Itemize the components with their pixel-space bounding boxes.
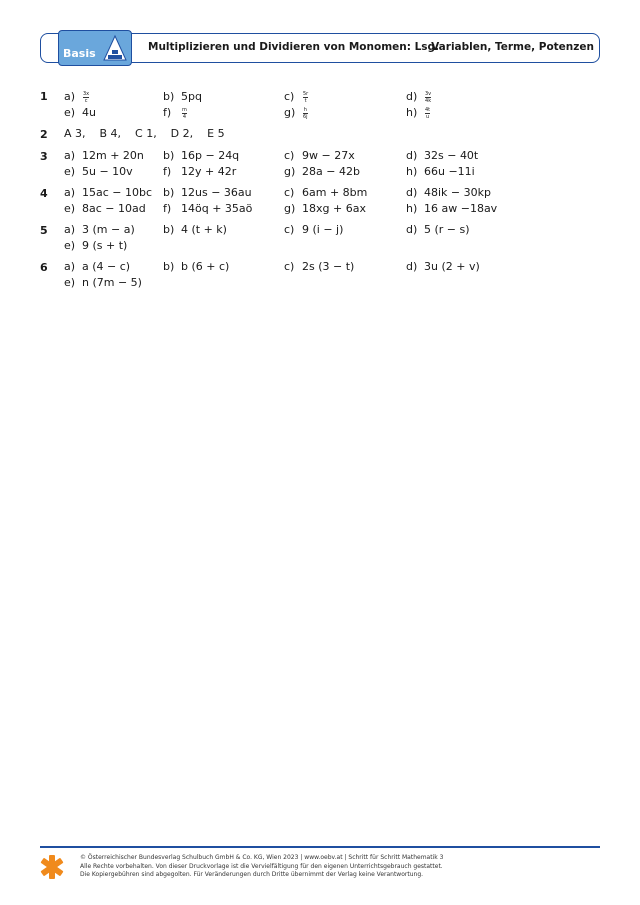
answer-3c: c) 9w − 27x — [284, 149, 355, 162]
answer-1a: a) $\frac{3x}{c}$ — [64, 90, 90, 104]
answer-5b: b) 4 (t + k) — [163, 223, 227, 236]
answer-6d: d) 3u (2 + v) — [406, 260, 480, 273]
task-number: 5 — [40, 224, 48, 237]
answer-1e: e) 4u — [64, 106, 96, 119]
task-number: 3 — [40, 150, 48, 163]
answer-3g: g) 28a − 42b — [284, 165, 360, 178]
answer-3a: a) 12m + 20n — [64, 149, 144, 162]
answer-1b: b) 5pq — [163, 90, 202, 103]
answer-3f: f) 12y + 42r — [163, 165, 237, 178]
answer-6b: b) b (6 + c) — [163, 260, 230, 273]
pyramid-icon — [102, 34, 128, 62]
fraction: $\frac{m}{4}$ — [182, 106, 187, 120]
answer-4e: e) 8ac − 10ad — [64, 202, 146, 215]
publisher-logo-icon — [38, 853, 66, 881]
answer-4a: a) 15ac − 10bc — [64, 186, 153, 199]
task-number: 2 — [40, 128, 48, 141]
page-title: Multiplizieren und Dividieren von Monomen: Lsg. — [148, 41, 440, 53]
footer-copyright: © Österreichischer Bundesverlag Schulbuch GmbH & Co. KG, Wien 2023 | www.oebv.at | Schritt für Schritt Mathematik 3 Alle Rechte vorbehalten. Von dieser Druckvorlage ist die Vervielfältigung für den eigenen Unterrichtsgebrauch gestattet. Die Kopiergebühren sind abgegolten. Für Veränderungen durch Dritte übernimmt der Verlag keine Verantwortung. — [80, 854, 444, 878]
answer-5d: d) 5 (r − s) — [406, 223, 470, 236]
answer-3d: d) 32s − 40t — [406, 149, 479, 162]
footer-divider — [40, 846, 600, 848]
subject-label: Variablen, Terme, Potenzen — [431, 41, 594, 53]
answer-6a: a) a (4 − c) — [64, 260, 131, 273]
answer-4d: d) 48ik − 30kp — [406, 186, 491, 199]
answer-5e: e) 9 (s + t) — [64, 239, 128, 252]
answer-1g: g) $\frac{h}{6j}$ — [284, 106, 308, 120]
level-badge — [58, 30, 132, 66]
answer-2: A 3, B 4, C 1, D 2, E 5 — [64, 127, 225, 140]
fraction: $\frac{5r}{t}$ — [303, 90, 309, 104]
badge-label: Basis — [63, 47, 96, 60]
answer-5c: c) 9 (i − j) — [284, 223, 344, 236]
answer-1h: h) $\frac{4t}{u}$ — [406, 106, 431, 120]
answer-4f: f) 14öq + 35aö — [163, 202, 253, 215]
answer-1d: d) $\frac{3v}{4k}$ — [406, 90, 432, 104]
task-number: 4 — [40, 187, 48, 200]
task-number: 1 — [40, 90, 48, 103]
fraction: $\frac{3v}{4k}$ — [425, 90, 432, 104]
answer-4b: b) 12us − 36au — [163, 186, 252, 199]
answer-3h: h) 66u −11i — [406, 165, 475, 178]
fraction: $\frac{4t}{u}$ — [425, 106, 431, 120]
answer-4c: c) 6am + 8bm — [284, 186, 368, 199]
answer-3e: e) 5u − 10v — [64, 165, 133, 178]
answer-4h: h) 16 aw −18av — [406, 202, 498, 215]
fraction: $\frac{3x}{c}$ — [83, 90, 90, 104]
answer-6e: e) n (7m − 5) — [64, 276, 142, 289]
answer-5a: a) 3 (m − a) — [64, 223, 135, 236]
answer-3b: b) 16p − 24q — [163, 149, 240, 162]
task-number: 6 — [40, 261, 48, 274]
answer-1c: c) $\frac{5r}{t}$ — [284, 90, 309, 104]
answer-4g: g) 18xg + 6ax — [284, 202, 366, 215]
fraction: $\frac{h}{6j}$ — [303, 106, 308, 120]
answer-6c: c) 2s (3 − t) — [284, 260, 355, 273]
answer-1f: f) $\frac{m}{4}$ — [163, 106, 187, 120]
